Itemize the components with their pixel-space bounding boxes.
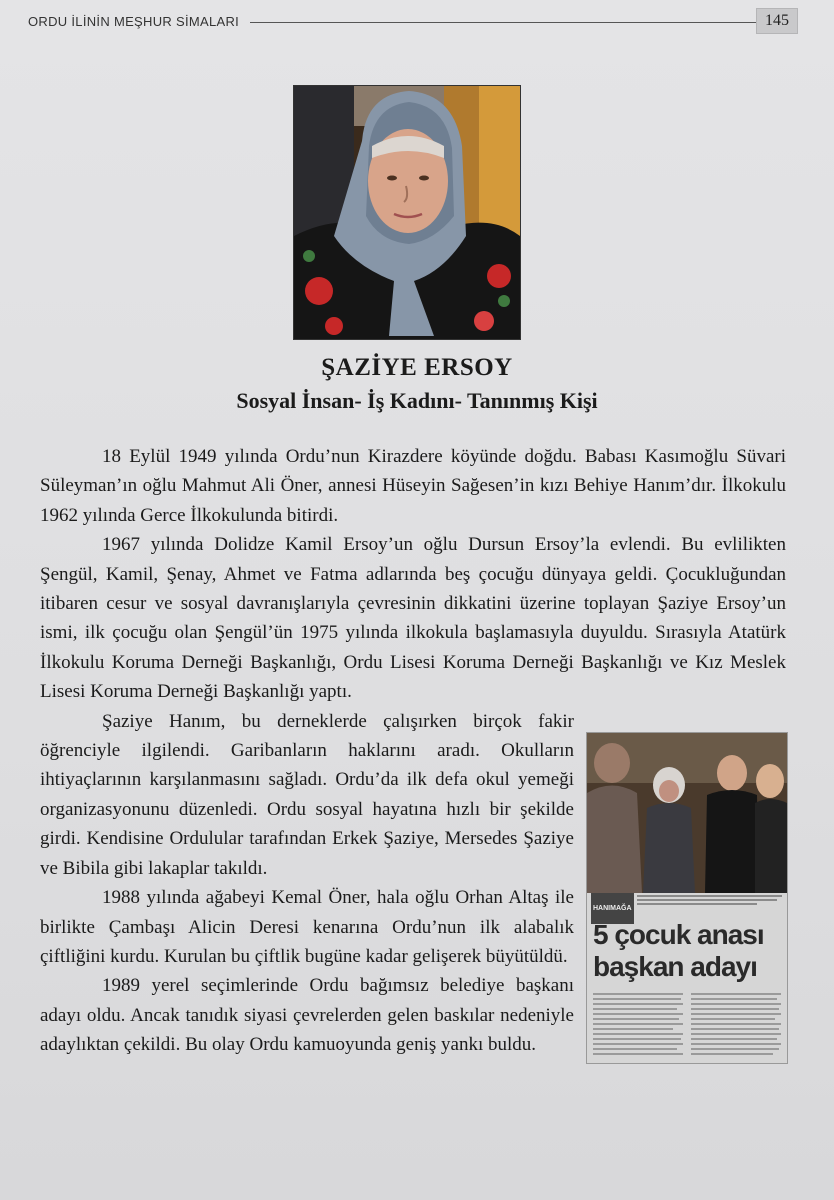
paragraph-election: 1989 yerel seçimlerinde Ordu bağımsız belediye başkanı adayı oldu. Ancak tanıdık siyasi çevrelerden gelen baskılar nedeniyle adaylıktan çekildi. Bu olay Ordu kamuoyunda geniş yankı buldu. bbox=[40, 975, 574, 1056]
person-subtitle: Sosyal İnsan- İş Kadını- Tanınmış Kişi bbox=[236, 388, 598, 413]
running-header bbox=[28, 8, 798, 34]
paragraph-association: Şaziye Hanım, bu derneklerde çalışırken birçok fakir öğrenciyle ilgilendi. Garibanların haklarını aradı. Okulların ihtiyaçlarının karşılanmasını sağladı. Ordu’da ilk defa okul yemeği organizasyonunu düzenledi. Ordu sosyal hayatına hızlı bir şekilde girdi. Kendisine Ordulular tarafından Erkek Şaziye, Mersedes Şaziye ve Bibila gibi lakaplar takıldı. bbox=[40, 710, 574, 879]
paragraph-birth: 18 Eylül 1949 yılında Ordu’nun Kirazdere köyünde doğdu. Babası Kasımoğlu Süvari Süleyman’ın oğlu Mahmut Ali Öner, annesi Hüseyin Sağesen’in kızı Behiye Hanım’dır. İlkokulu 1962 yılında Gerce İlkokulunda bitirdi. bbox=[40, 446, 786, 526]
paragraph-marriage: 1967 yılında Dolidze Kamil Ersoy’un oğlu Dursun Ersoy’la evlendi. Bu evlilikten Şengül, Kamil, Şenay, Ahmet ve Fatma adlarında beş çocuğu dünyaya geldi. Çocukluğundan itibaren cesur ve sosyal davranışlarıyla çevresinin dikkatini üzerine toplayan Şaziye Ersoy’un ismi, ilk çocuğu olan Şengül’ün 1975 yılında ilkokula başlamasıyla duyuldu. Sırasıyla Atatürk İlkokulu Koruma Derneği Başkanlığı, Ordu Lisesi Koruma Derneği Başkanlığı ve Kız Meslek Lisesi Koruma Derneği Başkanlığı yaptı. bbox=[40, 534, 786, 703]
article-heading bbox=[0, 352, 834, 416]
paragraph-trout-farm: 1988 yılında ağabeyi Kemal Öner, hala oğlu Orhan Altaş ile birlikte Çambaşı Alicin Deresi kenarına Ordu’nun ilk alabalık çiftliğini kurdu. Kurulan bu çiftlik bugüne kadar gelişerek büyütüldü. bbox=[40, 887, 574, 967]
portrait-illustration bbox=[294, 86, 520, 339]
article-body bbox=[40, 442, 788, 1064]
running-title: ORDU İLİNİN MEŞHUR SİMALARI bbox=[28, 14, 240, 29]
clipping-tag: HANIMAĞA bbox=[591, 893, 634, 924]
person-name: ŞAZİYE ERSOY bbox=[321, 354, 513, 381]
portrait-photo bbox=[293, 85, 521, 340]
newspaper-clipping bbox=[586, 732, 788, 1064]
page-number: 145 bbox=[756, 8, 798, 34]
clipping-headline-line2: başkan adayı bbox=[593, 950, 757, 982]
clipping-headline-line1: 5 çocuk anası bbox=[593, 918, 764, 950]
header-rule bbox=[250, 22, 778, 23]
